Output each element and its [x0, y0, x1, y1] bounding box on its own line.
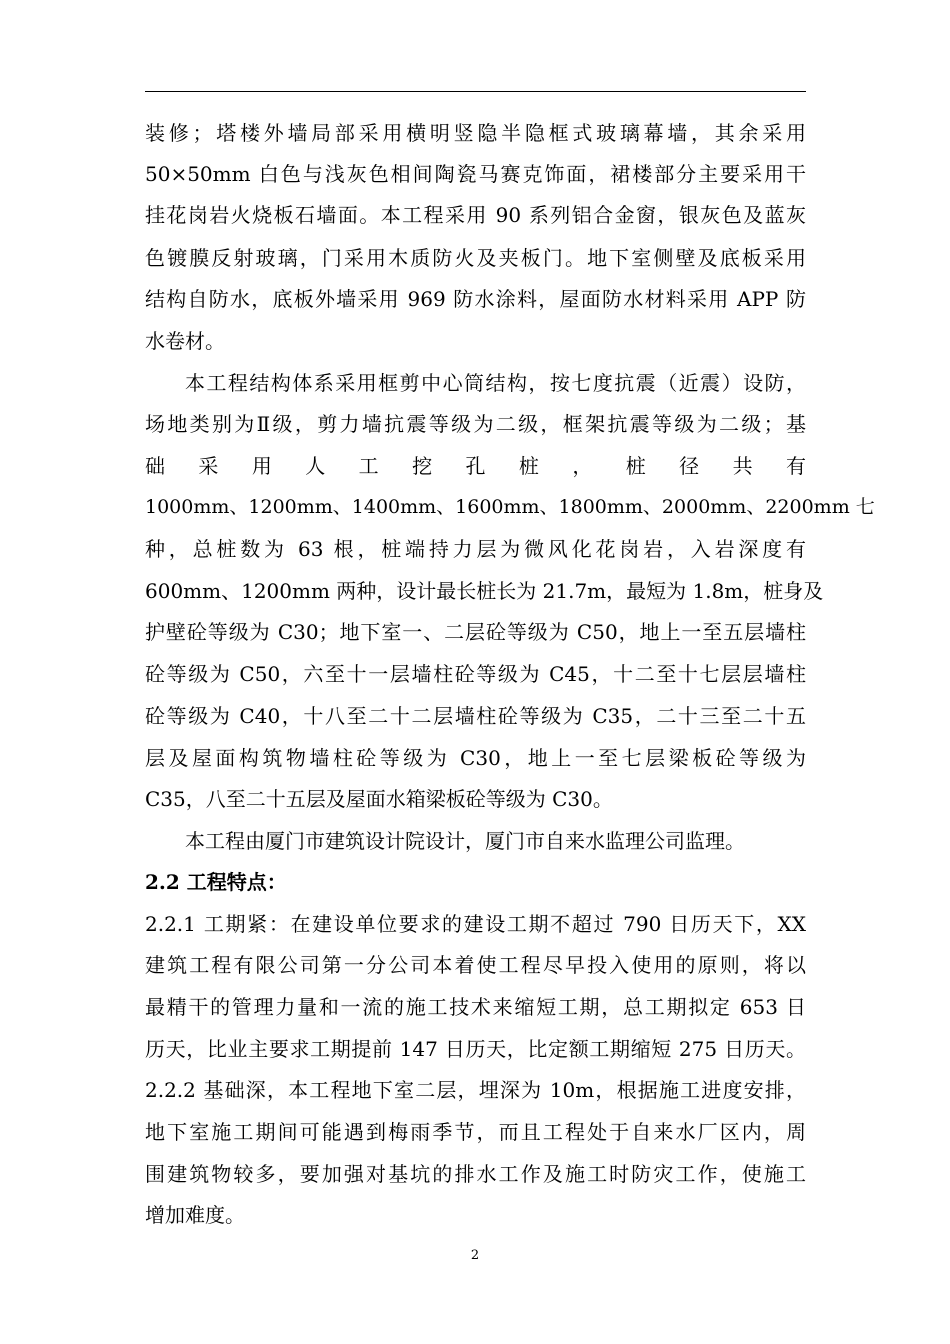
paragraph-line: 600mm、1200mm 两种，设计最长桩长为 21.7m，最短为 1.8m，桩身及 — [145, 579, 824, 603]
paragraph-line: 本工程结构体系采用框剪中心筒结构，按七度抗震（近震）设防， — [185, 371, 806, 395]
paragraph-line: 增加难度。 — [145, 1203, 245, 1227]
paragraph-line: 围建筑物较多，要加强对基坑的排水工作及施工时防灾工作，使施工 — [145, 1162, 806, 1186]
paragraph-line: 2.2.1 工期紧：在建设单位要求的建设工期不超过 790 日历天下，XX — [145, 912, 806, 936]
paragraph-line: 场地类别为Ⅱ级，剪力墙抗震等级为二级，框架抗震等级为二级；基 — [145, 412, 806, 436]
paragraph-line: 层及屋面构筑物墙柱砼等级为 C30，地上一至七层梁板砼等级为 — [145, 746, 806, 770]
paragraph-line: 色镀膜反射玻璃，门采用木质防火及夹板门。地下室侧壁及底板采用 — [145, 246, 806, 270]
paragraph-line: 砼等级为 C50，六至十一层墙柱砼等级为 C45，十二至十七层层墙柱 — [145, 662, 806, 686]
paragraph-line: 建筑工程有限公司第一分公司本着使工程尽早投入使用的原则，将以 — [145, 953, 806, 977]
paragraph-line: 砼等级为 C40，十八至二十二层墙柱砼等级为 C35，二十三至二十五 — [145, 704, 806, 728]
paragraph-line: 护壁砼等级为 C30；地下室一、二层砼等级为 C50，地上一至五层墙柱 — [145, 620, 806, 644]
paragraph-line: 本工程由厦门市建筑设计院设计，厦门市自来水监理公司监理。 — [185, 829, 745, 853]
paragraph-line: 种，总桩数为 63 根，桩端持力层为微风化花岗岩，入岩深度有 — [145, 537, 806, 561]
header-rule — [145, 91, 806, 92]
paragraph-line: 础 采 用 人 工 挖 孔 桩 ， 桩 径 共 有 — [145, 454, 806, 478]
page-number: 2 — [470, 1248, 480, 1263]
paragraph-line: 地下室施工期间可能遇到梅雨季节，而且工程处于自来水厂区内，周 — [145, 1120, 806, 1144]
paragraph-line: 2.2.2 基础深，本工程地下室二层，埋深为 10m，根据施工进度安排， — [145, 1078, 806, 1102]
paragraph-line: 1000mm、1200mm、1400mm、1600mm、1800mm、2000mm、2200mm 七 — [145, 496, 875, 518]
paragraph-line: 水卷材。 — [145, 329, 225, 353]
section-heading: 2.2 工程特点： — [145, 870, 287, 894]
paragraph-line: 50×50mm 白色与浅灰色相间陶瓷马赛克饰面，裙楼部分主要采用干 — [145, 162, 806, 186]
paragraph-line: 历天，比业主要求工期提前 147 日历天，比定额工期缩短 275 日历天。 — [145, 1037, 806, 1061]
paragraph-line: 装修；塔楼外墙局部采用横明竖隐半隐框式玻璃幕墙，其余采用 — [145, 121, 806, 145]
paragraph-line: 结构自防水，底板外墙采用 969 防水涂料，屋面防水材料采用 APP 防 — [145, 287, 806, 311]
paragraph-line: 最精干的管理力量和一流的施工技术来缩短工期，总工期拟定 653 日 — [145, 995, 806, 1019]
paragraph-line: 挂花岗岩火烧板石墙面。本工程采用 90 系列铝合金窗，银灰色及蓝灰 — [145, 203, 806, 227]
paragraph-line: C35，八至二十五层及屋面水箱梁板砼等级为 C30。 — [145, 787, 613, 811]
